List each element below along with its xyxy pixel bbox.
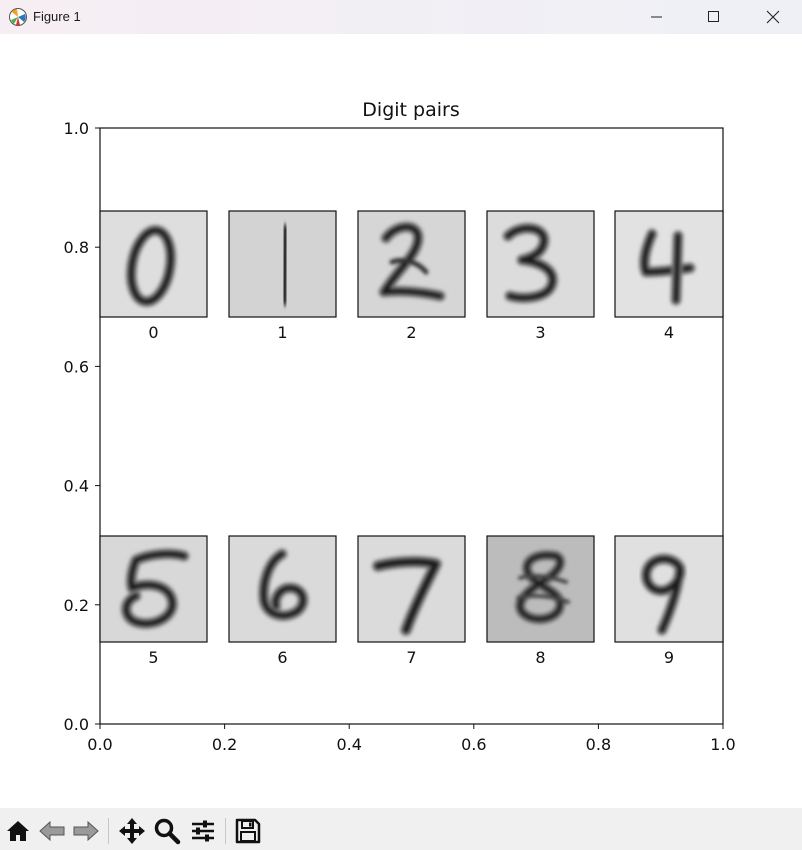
digit-label-1: 1 xyxy=(277,323,288,342)
digit-label-6: 6 xyxy=(277,648,288,667)
digit-tile-1 xyxy=(229,211,336,317)
digit-label-5: 5 xyxy=(148,648,159,667)
digit-tile-6 xyxy=(229,536,336,642)
y-tick-label: 0.8 xyxy=(63,238,89,258)
window-title: Figure 1 xyxy=(33,9,81,24)
maximize-icon xyxy=(708,11,720,23)
close-button[interactable] xyxy=(744,0,802,34)
save-button[interactable] xyxy=(233,816,263,846)
zoom-icon xyxy=(153,817,181,845)
digit-tile-0 xyxy=(100,211,207,317)
zoom-button[interactable] xyxy=(152,816,182,846)
y-axis xyxy=(64,119,100,734)
tile-bg xyxy=(615,211,723,317)
digit-tile-9 xyxy=(615,536,723,642)
x-tick-label: 0.0 xyxy=(87,735,113,754)
navigation-toolbar xyxy=(0,808,802,850)
digit-grid xyxy=(100,211,723,642)
home-icon xyxy=(5,818,31,844)
chart-title: Digit pairs xyxy=(362,99,460,121)
toolbar-separator xyxy=(225,818,226,844)
digit-label-8: 8 xyxy=(535,648,546,667)
x-tick-label: 0.8 xyxy=(585,735,612,754)
x-tick-label: 0.2 xyxy=(211,735,238,754)
y-tick-label: 1.0 xyxy=(63,119,89,138)
save-icon xyxy=(234,817,262,845)
back-button[interactable] xyxy=(37,816,67,846)
x-tick-label: 0.4 xyxy=(336,735,362,754)
minimize-icon xyxy=(651,11,663,23)
configure-subplots-button[interactable] xyxy=(188,816,218,846)
home-button[interactable] xyxy=(3,816,33,846)
digit-label-2: 2 xyxy=(406,323,417,342)
close-icon xyxy=(766,10,780,24)
pan-button[interactable] xyxy=(117,816,147,846)
digit-tile-4 xyxy=(615,211,723,317)
title-bar xyxy=(0,0,802,34)
x-axis xyxy=(87,724,735,754)
digit-label-4: 4 xyxy=(663,323,675,342)
pan-icon xyxy=(118,817,146,845)
digit-label-7: 7 xyxy=(406,648,417,667)
digit-tile-3 xyxy=(487,211,594,317)
digit-tile-2 xyxy=(358,211,465,317)
y-tick-label: 0.2 xyxy=(63,595,89,615)
forward-button[interactable] xyxy=(71,816,101,846)
x-tick-label: 0.6 xyxy=(461,735,487,754)
y-tick-label: 0.4 xyxy=(63,476,89,496)
digit-label-3: 3 xyxy=(535,323,546,342)
forward-icon xyxy=(72,818,100,844)
toolbar-separator xyxy=(108,818,109,844)
digit-tile-5 xyxy=(100,536,207,642)
y-tick-label: 0.6 xyxy=(63,357,89,377)
digit-tile-7 xyxy=(358,536,465,642)
digit-label-0: 0 xyxy=(148,323,159,342)
minimize-button[interactable] xyxy=(628,0,686,34)
x-tick-label: 1.0 xyxy=(710,735,736,754)
configure-subplots-icon xyxy=(189,817,217,845)
back-icon xyxy=(38,818,66,844)
y-tick-label: 0.0 xyxy=(63,715,89,734)
digit-tile-8 xyxy=(487,536,594,642)
matplotlib-icon xyxy=(8,7,28,27)
figure-canvas xyxy=(0,34,802,808)
digit-label-9: 9 xyxy=(663,648,675,667)
maximize-button[interactable] xyxy=(685,0,743,34)
